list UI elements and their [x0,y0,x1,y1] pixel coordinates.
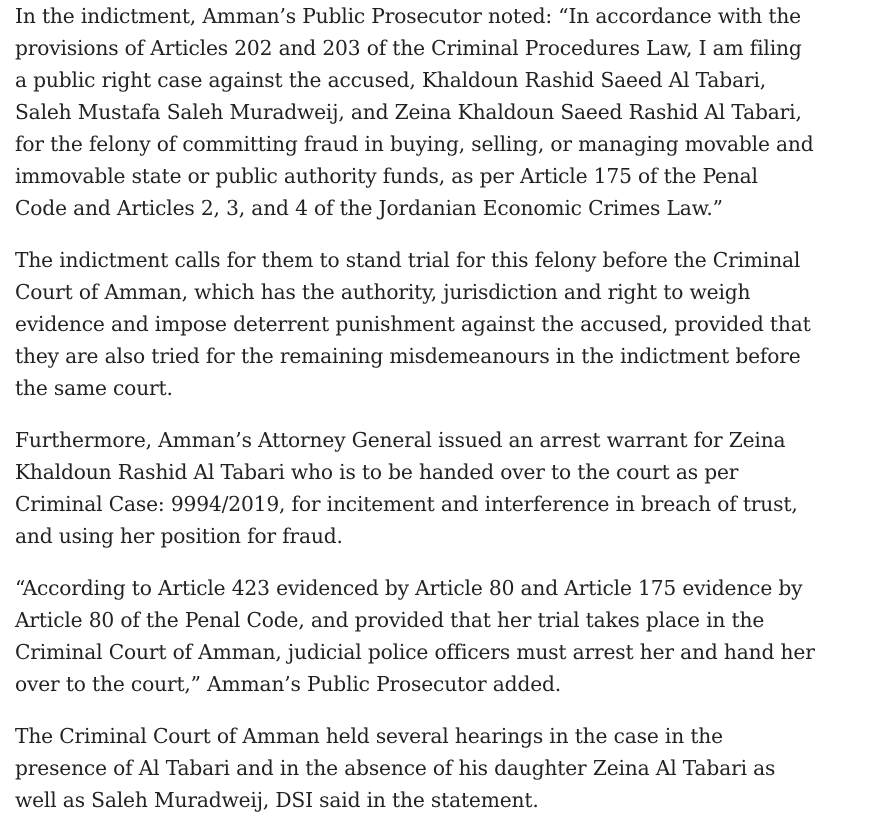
article-paragraph: The Criminal Court of Amman held several hearings in the case in the presence of Al Tabari and in the absence of his daughter Zeina Al Tabari as well as Saleh Muradweij, DSI said in the statement. [15,724,776,812]
article-paragraph: The indictment calls for them to stand trial for this felony before the Criminal Court of Amman, which has the authority, jurisdiction and right to weigh evidence and impose deterrent punishment against the accused, provided that they are also tried for the remaining misdemeanours in the indictment before the same court. [15,248,811,400]
article-paragraph: “According to Article 423 evidenced by Article 80 and Article 175 evidence by Article 80 of the Penal Code, and provided that her trial takes place in the Criminal Court of Amman, judicial police officers must arrest her and hand her over to the court,” Amman’s Public Prosecutor added. [15,576,815,696]
article-paragraph: Furthermore, Amman’s Attorney General issued an arrest warrant for Zeina Khaldoun Rashid Al Tabari who is to be handed over to the court as per Criminal Case: 9994/2019, for incitement and interference in breach of trust, and using her position for fraud. [15,428,798,548]
article-paragraph: In the indictment, Amman’s Public Prosecutor noted: “In accordance with the provisions of Articles 202 and 203 of the Criminal Procedures Law, I am filing a public right case against the accused, Khaldoun Rashid Saeed Al Tabari, Saleh Mustafa Saleh Muradweij, and Zeina Khaldoun Saeed Rashid Al Tabari, for the felony of committing fraud in buying, selling, or managing movable and immovable state or public authority funds, as per Article 175 of the Penal Code and Articles 2, 3, and 4 of the Jordanian Economic Crimes Law.” [15,4,814,220]
article-body [15,0,815,836]
